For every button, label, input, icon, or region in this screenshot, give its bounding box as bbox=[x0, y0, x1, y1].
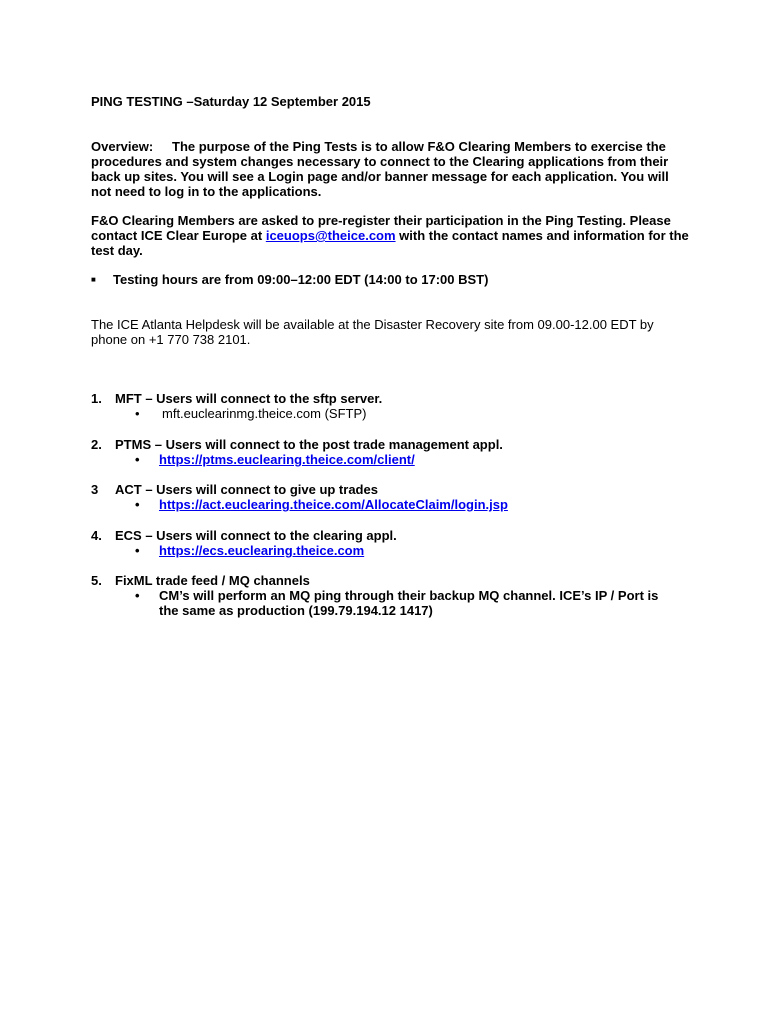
overview-text: The purpose of the Ping Tests is to allow F&O Clearing Members to exercise the procedures and system changes necessary to connect to the Clearing applications from their back up sites. You will see a Login page and/or banner message for each application. You will not need to log in to the applications. bbox=[91, 139, 669, 199]
list-item-mft bbox=[91, 391, 382, 406]
bullet-icon: • bbox=[135, 497, 140, 512]
list-item-ptms bbox=[91, 437, 503, 452]
item-number: 3 bbox=[91, 482, 99, 497]
overview-paragraph bbox=[91, 139, 691, 199]
contact-email-link[interactable]: iceuops@theice.com bbox=[265, 228, 396, 243]
item-number: 5. bbox=[91, 573, 102, 588]
preregister-text-before: F&O Clearing Members are asked to pre-register their participation in the Ping Testing. Please contact ICE Clear Europe at bbox=[91, 213, 671, 243]
list-item-ecs bbox=[91, 528, 397, 543]
item-heading: MFT – Users will connect to the sftp server. bbox=[115, 391, 383, 406]
item-number: 1. bbox=[91, 391, 102, 406]
list-item-act bbox=[91, 482, 378, 497]
preregister-paragraph bbox=[91, 213, 691, 258]
mft-host-text: mft.euclearinmg.theice.com (SFTP) bbox=[162, 406, 367, 421]
bullet-icon: • bbox=[135, 588, 140, 603]
overview-label: Overview: bbox=[91, 139, 154, 154]
list-item-fixml bbox=[91, 573, 310, 588]
bullet-icon: • bbox=[135, 452, 140, 467]
ptms-link[interactable]: https://ptms.euclearing.theice.com/client/ bbox=[159, 452, 415, 467]
item-heading: PTMS – Users will connect to the post trade management appl. bbox=[115, 437, 503, 452]
item-number: 4. bbox=[91, 528, 102, 543]
page-title: PING TESTING –Saturday 12 September 2015 bbox=[91, 94, 371, 109]
item-number: 2. bbox=[91, 437, 102, 452]
square-bullet-icon: ■ bbox=[91, 275, 96, 284]
item-heading: ECS – Users will connect to the clearing appl. bbox=[115, 528, 397, 543]
item-heading: ACT – Users will connect to give up trades bbox=[115, 482, 378, 497]
preregister-text-after: with the contact names and information for the test day. bbox=[91, 228, 689, 258]
mq-ping-text: CM’s will perform an MQ ping through their backup MQ channel. ICE’s IP / Port is the same as production (199.79.194.12 1417) bbox=[159, 588, 659, 618]
act-link[interactable]: https://act.euclearing.theice.com/AllocateClaim/login.jsp bbox=[159, 497, 508, 512]
bullet-icon: • bbox=[135, 543, 140, 558]
helpdesk-paragraph: The ICE Atlanta Helpdesk will be available at the Disaster Recovery site from 09.00-12.00 EDT by phone on +1 770 738 2101. bbox=[91, 317, 654, 347]
item-heading: FixML trade feed / MQ channels bbox=[115, 573, 310, 588]
bullet-icon: • bbox=[135, 406, 140, 421]
ecs-link[interactable]: https://ecs.euclearing.theice.com bbox=[159, 543, 365, 558]
testing-hours-text: Testing hours are from 09:00–12:00 EDT (14:00 to 17:00 BST) bbox=[113, 272, 489, 287]
